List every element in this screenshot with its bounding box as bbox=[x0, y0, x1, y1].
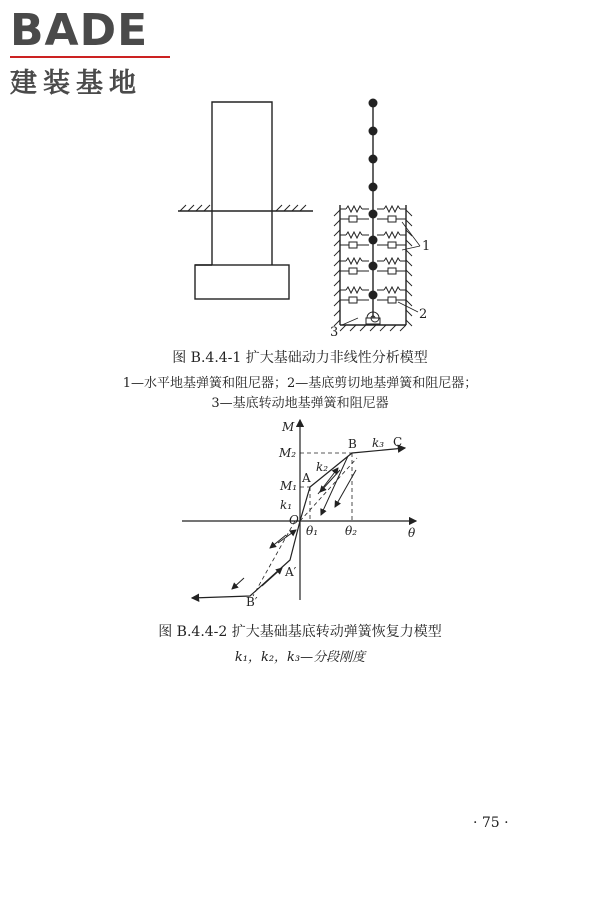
figure1-legend-line2: 3—基底转动地基弹簧和阻尼器 bbox=[211, 396, 389, 411]
figure-hysteresis-model bbox=[0, 415, 600, 610]
point-b-prime-label: B′ bbox=[246, 595, 258, 609]
figure-foundation-model bbox=[0, 90, 600, 340]
pier-foundation-drawing bbox=[178, 102, 313, 299]
logo-wordmark: BADE bbox=[10, 5, 149, 56]
callout-2: 2 bbox=[419, 307, 428, 322]
m-axis-label: M bbox=[282, 420, 295, 434]
theta2-label: θ₂ bbox=[345, 524, 358, 538]
bade-logo bbox=[10, 5, 180, 100]
point-c-label: C bbox=[393, 435, 403, 449]
point-b-label: B bbox=[348, 437, 357, 451]
spring-model-drawing bbox=[330, 99, 430, 341]
figure2-caption: 图 B.4.4-2 扩大基础基底转动弹簧恢复力模型 bbox=[158, 624, 442, 640]
ground-hatch-left bbox=[180, 205, 306, 211]
callout-3: 3 bbox=[330, 325, 339, 340]
point-a-prime-label: A′ bbox=[285, 565, 297, 579]
logo-subtitle: 建装基地 bbox=[10, 68, 142, 99]
theta1-label: θ₁ bbox=[306, 524, 319, 538]
callout-1: 1 bbox=[422, 239, 431, 254]
m1-label: M₁ bbox=[280, 479, 298, 493]
origin-label: O bbox=[289, 513, 299, 527]
figure1-caption: 图 B.4.4-1 扩大基础动力非线性分析模型 bbox=[172, 350, 428, 366]
figure1-legend-line1: 1—水平地基弹簧和阻尼器；2—基底剪切地基弹簧和阻尼器； bbox=[122, 376, 478, 391]
k3-label: k₃ bbox=[372, 436, 385, 450]
m2-label: M₂ bbox=[279, 446, 297, 460]
theta-axis-label: θ bbox=[408, 526, 416, 540]
page-number: · 75 · bbox=[473, 815, 509, 831]
point-a-label: A bbox=[302, 471, 311, 485]
k2-label: k₂ bbox=[316, 460, 329, 474]
k1-label: k₁ bbox=[280, 498, 293, 512]
logo-divider bbox=[10, 56, 170, 58]
figure2-legend: k₁，k₂，k₃—分段刚度 bbox=[234, 650, 366, 665]
